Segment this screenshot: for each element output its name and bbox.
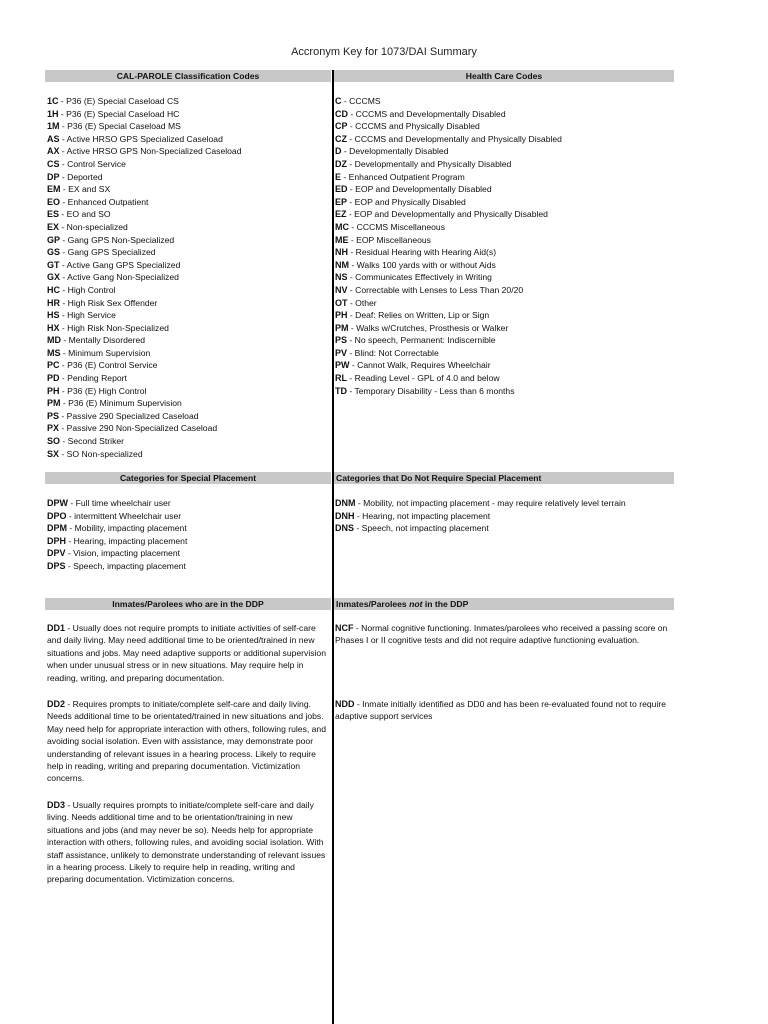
code-description: - Non-specialized (59, 221, 128, 232)
code-abbr: ES (47, 209, 60, 220)
code-description: - Control Service (59, 158, 126, 169)
code-abbr: GT (47, 259, 60, 270)
code-abbr: OT (335, 297, 348, 308)
code-entry (47, 547, 331, 560)
code-description: - Passive 290 Specialized Caseload (59, 410, 199, 421)
code-description: - Walks 100 yards with or without Aids (349, 259, 496, 270)
code-description: - Cannot Walk, Requires Wheelchair (349, 360, 491, 371)
code-description: - High Risk Non-Specialized (59, 322, 169, 333)
not-ddp-header-not: not (409, 599, 423, 609)
code-entry (335, 372, 675, 385)
code-entry (335, 385, 675, 398)
code-description: - EOP and Physically Disabled (347, 196, 466, 207)
code-description: - Enhanced Outpatient (60, 196, 149, 207)
code-entry (335, 234, 675, 247)
code-entry (47, 397, 331, 410)
code-abbr: DNM (335, 498, 356, 508)
code-abbr: EM (47, 184, 61, 195)
code-description: - Blind: Not Correctable (347, 347, 439, 358)
code-description: - Active HRSO GPS Non-Specialized Caseload (59, 146, 242, 157)
code-description: - EOP and Developmentally and Physically Disabled (346, 209, 548, 220)
code-description: - Deported (59, 171, 103, 182)
code-abbr: 1H (47, 108, 59, 119)
calparole-list (47, 95, 331, 460)
code-description: - High Risk Sex Offender (60, 297, 158, 308)
code-abbr: EP (335, 196, 348, 207)
code-description: - P36 (E) Special Caseload HC (58, 108, 180, 119)
code-description: - P36 (E) Special Caseload MS (59, 121, 181, 132)
code-abbr: DNH (335, 510, 355, 521)
code-abbr: 1M (47, 121, 60, 132)
code-entry (47, 410, 331, 423)
code-description: - Speech, impacting placement (65, 560, 186, 571)
code-entry (335, 359, 675, 372)
code-description: - Active Gang Non-Specialized (60, 272, 179, 283)
ddp-desc: - Usually requires prompts to initiate/complete self-care and daily living. Needs additional time and to be orientation/training in new situations and jobs (and may never be so). Needs help for appropriate interaction with others, following rules, and avoiding social isolation. With staff assistance, unlikely to demonstrate understanding of relevant issues in a hearing process. Likely to require help in reading, writing and preparing documentation. Victimization concerns. (47, 800, 326, 885)
code-abbr: HX (47, 322, 60, 333)
code-abbr: MC (335, 221, 349, 232)
code-entry (47, 297, 331, 310)
code-abbr: PH (335, 310, 348, 321)
code-abbr: EZ (335, 209, 347, 220)
code-entry (47, 422, 331, 435)
not-ddp-desc: - Inmate initially identified as DD0 and has been re-evaluated found not to require adaptive support services (335, 699, 666, 722)
healthcare-header: Health Care Codes (334, 70, 674, 82)
code-abbr: MD (47, 335, 61, 346)
code-entry (335, 95, 675, 108)
code-abbr: EX (47, 221, 60, 232)
code-entry (47, 120, 331, 133)
not-ddp-code: NCF (335, 623, 354, 633)
code-abbr: PM (335, 322, 349, 333)
code-entry (335, 158, 675, 171)
code-description: - Mobility, impacting placement (67, 523, 187, 534)
code-description: - Full time wheelchair user (68, 498, 171, 508)
code-description: - Communicates Effectively in Writing (347, 272, 492, 283)
code-abbr: CZ (335, 133, 347, 144)
code-description: - Minimum Supervision (60, 347, 151, 358)
code-description: - Walks w/Crutches, Prosthesis or Walker (348, 322, 509, 333)
code-entry (47, 385, 331, 398)
code-entry (47, 208, 331, 221)
code-abbr: PH (47, 385, 60, 396)
code-entry (47, 334, 331, 347)
code-abbr: RL (335, 373, 347, 384)
code-abbr: DPS (47, 560, 66, 571)
code-entry (335, 334, 675, 347)
code-description: - Gang GPS Specialized (60, 247, 156, 258)
ddp-code: DD1 (47, 623, 66, 633)
code-description: - CCCMS and Developmentally Disabled (348, 108, 506, 119)
code-entry (47, 435, 331, 448)
code-abbr: C (335, 96, 342, 106)
code-entry (335, 271, 675, 284)
code-description: - EOP and Developmentally Disabled (347, 184, 492, 195)
code-entry (47, 108, 331, 121)
code-abbr: DPW (47, 498, 68, 508)
not-ddp-entry (335, 622, 675, 647)
page-title: Accronym Key for 1073/DAI Summary (291, 46, 477, 58)
code-entry (335, 133, 675, 146)
code-entry (335, 120, 675, 133)
code-entry (335, 196, 675, 209)
code-entry (47, 196, 331, 209)
code-description: - intermittent Wheelchair user (66, 510, 182, 521)
code-entry (335, 297, 675, 310)
code-abbr: EO (47, 196, 61, 207)
code-description: - Correctable with Lenses to Less Than 20/20 (347, 284, 524, 295)
code-abbr: PM (47, 398, 61, 409)
code-entry (335, 347, 675, 360)
code-abbr: NM (335, 259, 349, 270)
calparole-header: CAL-PAROLE Classification Codes (45, 70, 331, 82)
code-abbr: SO (47, 436, 61, 447)
code-entry (47, 234, 331, 247)
code-abbr: TD (335, 385, 347, 396)
code-entry (47, 158, 331, 171)
code-description: - CCCMS and Physically Disabled (347, 121, 480, 132)
code-abbr: PS (47, 410, 60, 421)
code-entry (47, 246, 331, 259)
code-abbr: CS (47, 158, 60, 169)
code-description: - CCCMS (341, 96, 381, 106)
code-entry (335, 208, 675, 221)
code-description: - Mobility, not impacting placement - may require relatively level terrain (355, 498, 626, 508)
code-abbr: MS (47, 347, 61, 358)
code-entry (47, 271, 331, 284)
code-description: - Developmentally and Physically Disabled (347, 158, 512, 169)
not-ddp-header-pre: Inmates/Parolees (336, 599, 410, 609)
code-entry (47, 145, 331, 158)
code-abbr: DPV (47, 548, 66, 559)
ddp-entry (47, 622, 330, 684)
code-description: - EO and SO (59, 209, 111, 220)
code-entry (47, 497, 331, 510)
code-abbr: HC (47, 284, 60, 295)
code-entry (47, 347, 331, 360)
code-entry (47, 448, 331, 461)
code-description: - Speech, not impacting placement (354, 523, 489, 534)
code-description: - Deaf: Relies on Written, Lip or Sign (347, 310, 490, 321)
code-description: - Developmentally Disabled (341, 146, 449, 157)
code-entry (335, 246, 675, 259)
code-description: - SO Non-specialized (59, 448, 143, 459)
code-entry (47, 284, 331, 297)
code-abbr: ED (335, 184, 348, 195)
special-placement-header: Categories for Special Placement (45, 472, 331, 484)
special-placement-list (47, 497, 331, 573)
code-entry (47, 259, 331, 272)
code-description: - Passive 290 Non-Specialized Caseload (59, 423, 218, 434)
code-abbr: DNS (335, 523, 355, 534)
ddp-entry (47, 698, 330, 785)
code-abbr: CP (335, 121, 348, 132)
code-entry (47, 309, 331, 322)
non-special-placement-list (335, 497, 675, 535)
code-description: - Reading Level - GPL of 4.0 and below (347, 373, 500, 384)
not-ddp-entry (335, 698, 675, 723)
code-entry (47, 322, 331, 335)
code-description: - Residual Hearing with Hearing Aid(s) (348, 247, 497, 258)
code-abbr: SX (47, 448, 60, 459)
code-abbr: E (335, 171, 342, 182)
code-abbr: PV (335, 347, 348, 358)
code-entry (47, 133, 331, 146)
code-abbr: DPO (47, 510, 67, 521)
code-description: - Temporary Disability - Less than 6 months (347, 385, 515, 396)
code-description: - Other (347, 297, 377, 308)
ddp-desc: - Requires prompts to initiate/complete self-care and daily living. Needs additional time to be orientated/trained in new situations and jobs. May need help for appropriate interaction with others, following rules, and avoiding social isolation. Even with assistance, may demonstrate poor understanding of relevant issues in a hearing process. Likely to require help in reading, writing and preparing documentation. Victimization concerns. (47, 699, 326, 784)
code-description: - CCCMS and Developmentally and Physically Disabled (347, 133, 562, 144)
code-entry (47, 522, 331, 535)
code-description: - P36 (E) Special Caseload CS (58, 96, 179, 106)
code-abbr: AX (47, 146, 60, 157)
code-abbr: D (335, 146, 342, 157)
code-abbr: PC (47, 360, 60, 371)
code-description: - Second Striker (60, 436, 125, 447)
not-ddp-header (334, 598, 674, 610)
code-entry (47, 560, 331, 573)
code-description: - High Service (59, 310, 116, 321)
code-description: - Mentally Disordered (61, 335, 146, 346)
code-abbr: HS (47, 310, 60, 321)
code-description: - Active Gang GPS Specialized (59, 259, 181, 270)
code-abbr: AS (47, 133, 60, 144)
code-description: - Gang GPS Non-Specialized (60, 234, 175, 245)
code-entry (47, 171, 331, 184)
code-abbr: NS (335, 272, 348, 283)
code-abbr: 1C (47, 96, 59, 106)
code-entry (47, 95, 331, 108)
code-abbr: PW (335, 360, 350, 371)
code-entry (335, 221, 675, 234)
not-ddp-desc: - Normal cognitive functioning. Inmates/parolees who received a passing score on Phases I or II cognitive tests and did not require adaptive functioning evaluation. (335, 623, 668, 646)
code-entry (335, 284, 675, 297)
code-entry (335, 497, 675, 510)
code-description: - Enhanced Outpatient Program (341, 171, 465, 182)
code-abbr: NH (335, 247, 348, 258)
code-entry (335, 145, 675, 158)
not-ddp-header-post: in the DDP (422, 599, 469, 609)
code-description: - P36 (E) High Control (59, 385, 147, 396)
code-abbr: PD (47, 373, 60, 384)
code-abbr: PS (335, 335, 348, 346)
code-entry (335, 522, 675, 535)
code-description: - Vision, impacting placement (65, 548, 180, 559)
code-abbr: GP (47, 234, 61, 245)
code-abbr: DP (47, 171, 60, 182)
code-description: - Hearing, not impacting placement (354, 510, 491, 521)
code-abbr: DPH (47, 535, 67, 546)
code-abbr: ME (335, 234, 349, 245)
code-description: - CCCMS Miscellaneous (349, 221, 445, 232)
code-abbr: HR (47, 297, 60, 308)
code-abbr: CD (335, 108, 348, 119)
code-entry (335, 322, 675, 335)
code-description: - Hearing, impacting placement (66, 535, 188, 546)
code-entry (47, 221, 331, 234)
code-entry (47, 510, 331, 523)
non-special-placement-header: Categories that Do Not Require Special Placement (334, 472, 674, 484)
code-description: - Active HRSO GPS Specialized Caseload (59, 133, 223, 144)
code-entry (335, 510, 675, 523)
code-abbr: PX (47, 423, 60, 434)
code-abbr: GS (47, 247, 61, 258)
code-abbr: NV (335, 284, 348, 295)
code-entry (47, 359, 331, 372)
ddp-code: DD2 (47, 699, 66, 709)
code-entry (47, 535, 331, 548)
code-description: - EOP Miscellaneous (348, 234, 431, 245)
ddp-header: Inmates/Parolees who are in the DDP (45, 598, 331, 610)
code-entry (335, 171, 675, 184)
code-description: - P36 (E) Minimum Supervision (60, 398, 182, 409)
ddp-entry (47, 799, 330, 886)
code-entry (335, 259, 675, 272)
code-entry (47, 372, 331, 385)
code-description: - No speech, Permanent: Indiscernible (347, 335, 496, 346)
code-description: - EX and SX (60, 184, 111, 195)
column-divider (332, 70, 334, 1024)
code-entry (47, 183, 331, 196)
code-abbr: DZ (335, 158, 347, 169)
code-entry (335, 183, 675, 196)
ddp-code: DD3 (47, 800, 66, 810)
code-entry (335, 108, 675, 121)
code-description: - P36 (E) Control Service (59, 360, 158, 371)
healthcare-list (335, 95, 675, 397)
code-abbr: DPM (47, 523, 67, 534)
code-description: - High Control (60, 284, 116, 295)
code-description: - Pending Report (59, 373, 127, 384)
code-abbr: GX (47, 272, 61, 283)
ddp-desc: - Usually does not require prompts to initiate activities of self-care and daily living. May need additional time to be oriented/trained in new situations and jobs. May need adaptive supports or additional supervision when under unusual stress or in new situations. May require help in reading, writing, and preparing documentation. (47, 623, 326, 683)
code-entry (335, 309, 675, 322)
not-ddp-code: NDD (335, 699, 355, 709)
